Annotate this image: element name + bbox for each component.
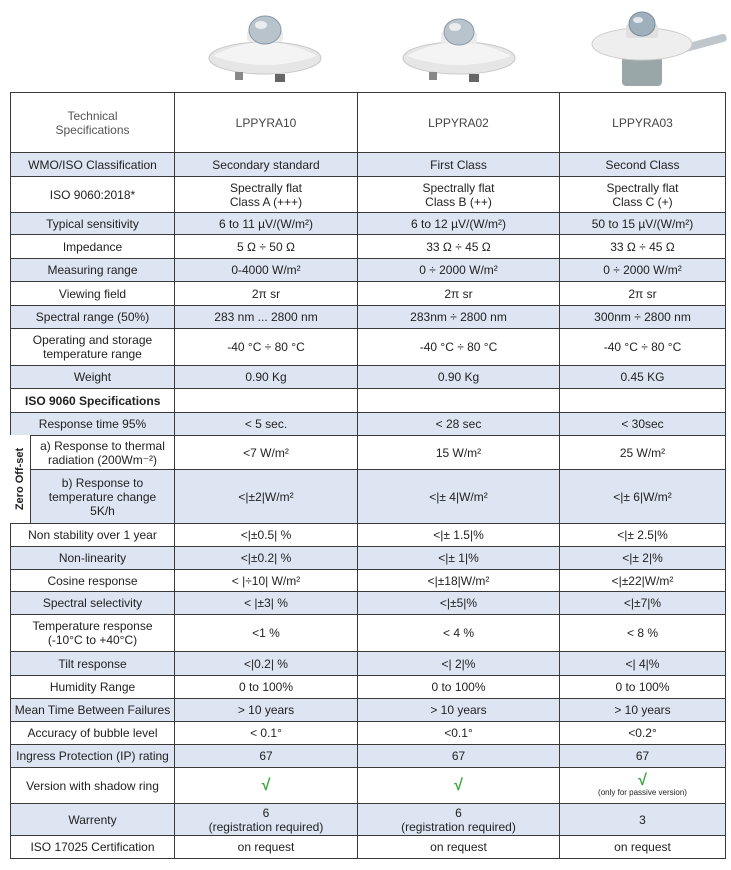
spec-typical-sensitivity-label: Typical sensitivity: [11, 213, 175, 235]
spec-operating-and-storage-value-lppyra02: -40 °C ÷ 80 °C: [358, 329, 560, 366]
spec-cosine-response-value-lppyra10: < |÷10| W/m²: [175, 570, 358, 592]
spec-typical-sensitivity-value-lppyra10: 6 to 11 µV/(W/m²): [175, 213, 358, 235]
zero-offset-group-label: [10, 435, 31, 523]
zero-offset-label: Zero Off-set a) Response to thermal radiation (200Wm⁻²): [11, 436, 175, 470]
iso-section-empty: [560, 389, 726, 413]
spec-temperature-response-row: [11, 615, 726, 652]
spec-spectral-range-50--value-lppyra03: 300nm ÷ 2800 nm: [560, 306, 726, 329]
zero-offset-value-lppyra10: <7 W/m²: [175, 436, 358, 470]
spec-iso17025-value-lppyra02: on request: [358, 836, 560, 859]
spec-spectral-selectivity-row: [11, 592, 726, 615]
iso-section-empty: [175, 389, 358, 413]
spec-tilt-response-label: Tilt response: [11, 652, 175, 676]
spec-measuring-range-value-lppyra02: 0 ÷ 2000 W/m²: [358, 259, 560, 282]
spec-response-time-value-lppyra10: < 5 sec.: [175, 413, 358, 436]
shadow-ring-value-lppyra03: [560, 768, 726, 804]
spec-non-linearity-value-lppyra10: <|±0.2| %: [175, 547, 358, 570]
spec-iso-9060-2018--value-lppyra02: Spectrally flat Class B (++): [358, 177, 560, 213]
spec-non-stability-over-1-year-value-lppyra03: <|± 2.5|%: [560, 524, 726, 547]
spec-warranty-value-lppyra03: 3: [560, 804, 726, 836]
spec-tilt-response-value-lppyra03: <| 4|%: [560, 652, 726, 676]
spec-wmo-iso-classification-value-lppyra03: Second Class: [560, 153, 726, 177]
spec-measuring-range-label: Measuring range: [11, 259, 175, 282]
spec-iso-9060-2018--label: ISO 9060:2018*: [11, 177, 175, 213]
spec-non-stability-over-1-year-row: [11, 524, 726, 547]
shadow-ring-value-lppyra10: [175, 768, 358, 804]
spec-accuracy-of-bubble-level-label: Accuracy of bubble level: [11, 722, 175, 745]
spec-wmo-iso-classification-value-lppyra02: First Class: [358, 153, 560, 177]
spec-tilt-response-value-lppyra10: <|0.2| %: [175, 652, 358, 676]
spec-cosine-response-label: Cosine response: [11, 570, 175, 592]
spec-temperature-response-value-lppyra10: <1 %: [175, 615, 358, 652]
spec-cosine-response-value-lppyra03: <|±22|W/m²: [560, 570, 726, 592]
pyranometer-lppyra03-image: [588, 8, 728, 90]
spec-warranty-label: Warrenty: [11, 804, 175, 836]
spec-non-linearity-row: [11, 547, 726, 570]
iso-section-row: [11, 389, 726, 413]
spec-iso17025-value-lppyra03: on request: [560, 836, 726, 859]
zero-offset-group-text: Zero Off-set: [14, 447, 26, 511]
spec-response-time-label: Response time 95%: [11, 413, 175, 436]
spec-iso-9060-2018--value-lppyra03: Spectrally flat Class C (+): [560, 177, 726, 213]
spec-ingress-protection-ip-rating-value-lppyra10: 67: [175, 745, 358, 768]
pyranometer-lppyra10-image: [205, 8, 325, 90]
zero-offset-row: [11, 470, 726, 524]
spec-weight-value-lppyra10: 0.90 Kg: [175, 366, 358, 389]
spec-warranty-row: [11, 804, 726, 836]
spec-humidity-range-value-lppyra03: 0 to 100%: [560, 676, 726, 699]
spec-humidity-range-value-lppyra02: 0 to 100%: [358, 676, 560, 699]
spec-typical-sensitivity-row: [11, 213, 726, 235]
spec-ingress-protection-ip-rating-value-lppyra02: 67: [358, 745, 560, 768]
zero-offset-row: [11, 436, 726, 470]
spec-typical-sensitivity-value-lppyra03: 50 to 15 µV/(W/m²): [560, 213, 726, 235]
spec-tilt-response-row: [11, 652, 726, 676]
shadow-ring-row: [11, 768, 726, 804]
spec-wmo-iso-classification-row: [11, 153, 726, 177]
technical-specifications-table: [10, 92, 726, 859]
spec-operating-and-storage-label: Operating and storage temperature range: [11, 329, 175, 366]
spec-warranty-value-lppyra02: 6 (registration required): [358, 804, 560, 836]
spec-spectral-selectivity-value-lppyra10: < |±3| %: [175, 592, 358, 615]
spec-ingress-protection-ip-rating-row: [11, 745, 726, 768]
spec-operating-and-storage-value-lppyra03: -40 °C ÷ 80 °C: [560, 329, 726, 366]
spec-wmo-iso-classification-value-lppyra10: Secondary standard: [175, 153, 358, 177]
check-icon: √: [454, 776, 463, 794]
spec-non-linearity-value-lppyra02: <|± 1|%: [358, 547, 560, 570]
spec-temperature-response-label: Temperature response (-10°C to +40°C): [11, 615, 175, 652]
spec-ingress-protection-ip-rating-value-lppyra03: 67: [560, 745, 726, 768]
spec-impedance-value-lppyra03: 33 Ω ÷ 45 Ω: [560, 235, 726, 259]
spec-response-time-value-lppyra03: < 30sec: [560, 413, 726, 436]
pyranometer-lppyra02-image: [399, 8, 519, 90]
spec-mean-time-between-failures-value-lppyra03: > 10 years: [560, 699, 726, 722]
spec-mean-time-between-failures-value-lppyra10: > 10 years: [175, 699, 358, 722]
shadow-ring-note: (only for passive version): [598, 788, 687, 797]
iso-section-empty: [358, 389, 560, 413]
spec-iso17025-value-lppyra10: on request: [175, 836, 358, 859]
spec-spectral-selectivity-value-lppyra03: <|±7|%: [560, 592, 726, 615]
spec-humidity-range-row: [11, 676, 726, 699]
check-icon: √: [261, 776, 271, 794]
spec-accuracy-of-bubble-level-value-lppyra03: <0.2°: [560, 722, 726, 745]
model-header-lppyra02: LPPYRA02: [358, 93, 560, 153]
zero-offset-value-lppyra03: 25 W/m²: [560, 436, 726, 470]
spec-viewing-field-value-lppyra03: 2π sr: [560, 282, 726, 306]
spec-non-linearity-value-lppyra03: <|± 2|%: [560, 547, 726, 570]
zero-offset-label: b) Response to temperature change 5K/h: [11, 470, 175, 524]
zero-offset-value-lppyra10: <|±2|W/m²: [175, 470, 358, 524]
spec-spectral-range-50--value-lppyra02: 283nm ÷ 2800 nm: [358, 306, 560, 329]
spec-spectral-range-50--label: Spectral range (50%): [11, 306, 175, 329]
table-title: Technical Specifications: [11, 93, 175, 153]
spec-ingress-protection-ip-rating-label: Ingress Protection (IP) rating: [11, 745, 175, 768]
spec-iso17025-label: ISO 17025 Certification: [11, 836, 175, 859]
product-images: [0, 0, 731, 92]
spec-response-time-value-lppyra02: < 28 sec: [358, 413, 560, 436]
spec-typical-sensitivity-value-lppyra02: 6 to 12 µV/(W/m²): [358, 213, 560, 235]
spec-viewing-field-row: [11, 282, 726, 306]
spec-tilt-response-value-lppyra02: <| 2|%: [358, 652, 560, 676]
model-header-lppyra10: LPPYRA10: [175, 93, 358, 153]
spec-impedance-value-lppyra10: 5 Ω ÷ 50 Ω: [175, 235, 358, 259]
spec-impedance-value-lppyra02: 33 Ω ÷ 45 Ω: [358, 235, 560, 259]
model-header-lppyra03: LPPYRA03: [560, 93, 726, 153]
spec-mean-time-between-failures-row: [11, 699, 726, 722]
spec-accuracy-of-bubble-level-value-lppyra02: <0.1°: [358, 722, 560, 745]
spec-mean-time-between-failures-value-lppyra02: > 10 years: [358, 699, 560, 722]
spec-measuring-range-value-lppyra03: 0 ÷ 2000 W/m²: [560, 259, 726, 282]
spec-temperature-response-value-lppyra03: < 8 %: [560, 615, 726, 652]
spec-impedance-label: Impedance: [11, 235, 175, 259]
spec-non-stability-over-1-year-value-lppyra02: <|± 1.5|%: [358, 524, 560, 547]
spec-viewing-field-label: Viewing field: [11, 282, 175, 306]
spec-iso17025-row: [11, 836, 726, 859]
spec-spectral-range-50--value-lppyra10: 283 nm ... 2800 nm: [175, 306, 358, 329]
spec-weight-value-lppyra02: 0.90 Kg: [358, 366, 560, 389]
spec-viewing-field-value-lppyra02: 2π sr: [358, 282, 560, 306]
spec-spectral-selectivity-value-lppyra02: <|±5|%: [358, 592, 560, 615]
header-row: [11, 93, 726, 153]
spec-iso-9060-2018--row: [11, 177, 726, 213]
spec-accuracy-of-bubble-level-value-lppyra10: < 0.1°: [175, 722, 358, 745]
spec-humidity-range-value-lppyra10: 0 to 100%: [175, 676, 358, 699]
zero-offset-value-lppyra02: 15 W/m²: [358, 436, 560, 470]
spec-measuring-range-row: [11, 259, 726, 282]
shadow-ring-value-lppyra02: [358, 768, 560, 804]
spec-impedance-row: [11, 235, 726, 259]
spec-accuracy-of-bubble-level-row: [11, 722, 726, 745]
spec-warranty-value-lppyra10: 6 (registration required): [175, 804, 358, 836]
spec-weight-label: Weight: [11, 366, 175, 389]
spec-operating-and-storage-value-lppyra10: -40 °C ÷ 80 °C: [175, 329, 358, 366]
spec-operating-and-storage-row: [11, 329, 726, 366]
spec-humidity-range-label: Humidity Range: [11, 676, 175, 699]
spec-temperature-response-value-lppyra02: < 4 %: [358, 615, 560, 652]
spec-response-time-row: [11, 413, 726, 436]
spec-weight-row: [11, 366, 726, 389]
spec-mean-time-between-failures-label: Mean Time Between Failures: [11, 699, 175, 722]
spec-viewing-field-value-lppyra10: 2π sr: [175, 282, 358, 306]
spec-spectral-selectivity-label: Spectral selectivity: [11, 592, 175, 615]
spec-cosine-response-row: [11, 570, 726, 592]
spec-iso-9060-2018--value-lppyra10: Spectrally flat Class A (+++): [175, 177, 358, 213]
zero-offset-value-lppyra02: <|± 4|W/m²: [358, 470, 560, 524]
spec-cosine-response-value-lppyra02: <|±18|W/m²: [358, 570, 560, 592]
check-icon: √: [638, 772, 647, 789]
iso-section-title: ISO 9060 Specifications: [11, 389, 175, 413]
spec-spectral-range-50--row: [11, 306, 726, 329]
zero-offset-value-lppyra03: <|± 6|W/m²: [560, 470, 726, 524]
spec-weight-value-lppyra03: 0.45 KG: [560, 366, 726, 389]
spec-wmo-iso-classification-label: WMO/ISO Classification: [11, 153, 175, 177]
spec-non-stability-over-1-year-value-lppyra10: <|±0.5| %: [175, 524, 358, 547]
spec-non-stability-over-1-year-label: Non stability over 1 year: [11, 524, 175, 547]
spec-measuring-range-value-lppyra10: 0-4000 W/m²: [175, 259, 358, 282]
shadow-ring-label: Version with shadow ring: [11, 768, 175, 804]
spec-non-linearity-label: Non-linearity: [11, 547, 175, 570]
